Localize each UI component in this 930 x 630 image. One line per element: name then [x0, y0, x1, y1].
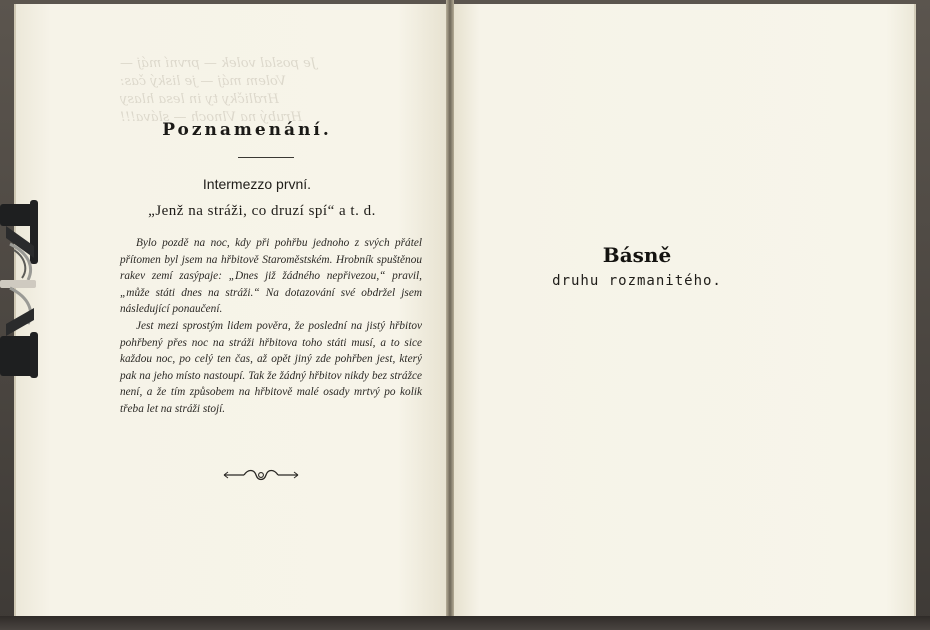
right-page-subtitle: druhu rozmanitého. — [552, 273, 722, 289]
right-page-title: Básně — [602, 243, 672, 267]
bleed-line: Volem máj — je liský čas: — [120, 74, 286, 89]
bleed-through-text — [120, 55, 410, 127]
binder-clip-icon — [0, 198, 44, 398]
note-body — [120, 235, 422, 418]
bleed-line: Hrdličky ty in lesa hlasy — [120, 92, 279, 107]
ornament-flourish-icon — [222, 468, 300, 482]
book-bottom-edge — [0, 616, 930, 630]
bleed-line: Hrubý na Vlnoch — sláva!!! — [120, 110, 302, 125]
page-title: Poznamenání. — [162, 120, 332, 140]
book-gutter — [446, 0, 454, 630]
section-quote: „Jenž na stráži, co druzí spí“ a t. d. — [148, 203, 376, 219]
title-rule — [238, 157, 294, 158]
body-paragraph: Jest mezi sprostým lidem pověra, že poslední na jistý hřbitov pohřbený přes noc na stráži hřbitova toho státi musí, a to sice každou noc, po celý ten čas, až opět jiný zde pohřben jest, který pak na jeho místo nastoupí. Tak že žádný hřbitov nikdy bez strážce není, a že tím způsobem na hřbitově malé osady mrtvý po kolik třeba let na stráži stojí. — [120, 319, 422, 415]
bleed-line: Je poslal volek — první máj — — [120, 56, 317, 71]
section-subtitle: Intermezzo první. — [202, 176, 312, 192]
right-page — [452, 4, 916, 618]
body-paragraph: Bylo pozdě na noc, kdy při pohřbu jednoho z svých přátel přítomen byl jsem na hřbitově Staroměstském. Hrobník spuštěnou rakev zemí zasýpaje: „Dnes již žádného nepřivezou,“ pravil, „může státi dnes na stráži.“ Na dotazování své obdržel jsem následující ponaučení. — [120, 237, 422, 316]
